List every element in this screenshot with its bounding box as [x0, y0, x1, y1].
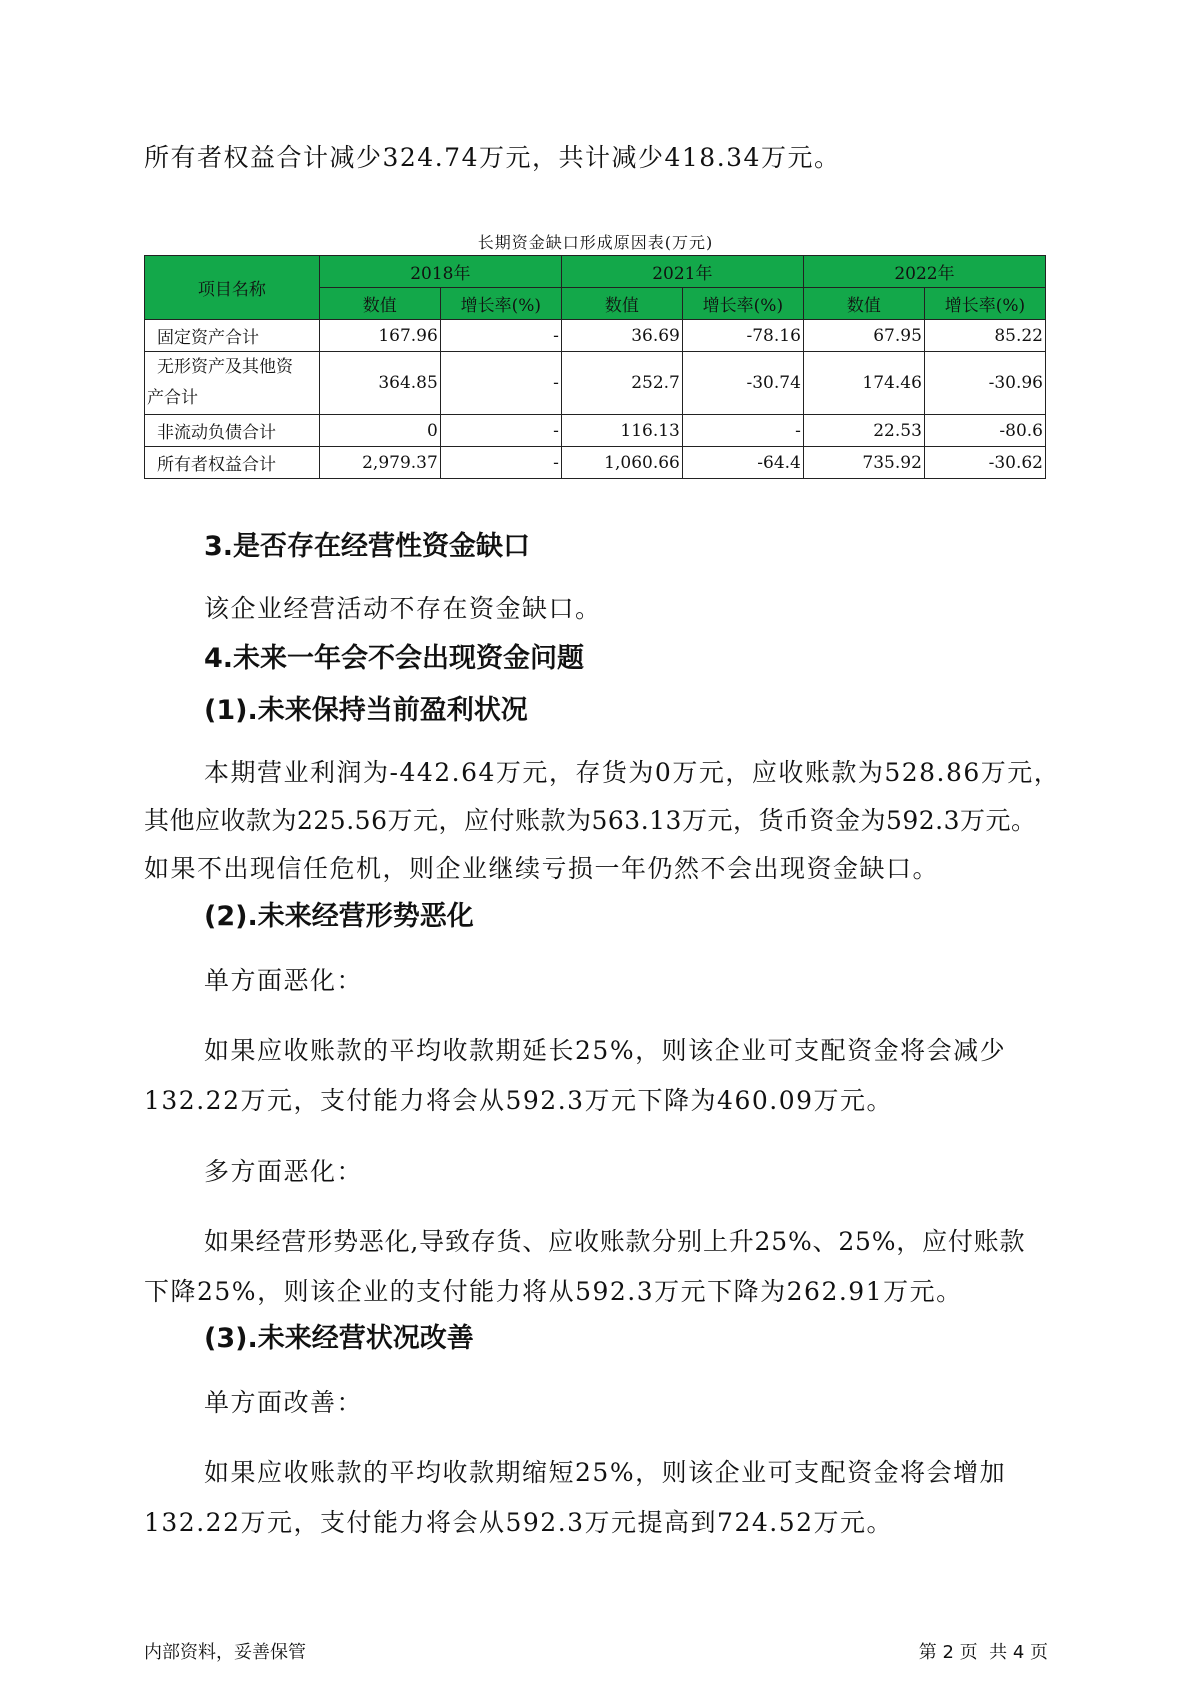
- cell-rate: -: [440, 352, 561, 415]
- cell-rate: -: [440, 320, 561, 352]
- cell-value: 0: [319, 415, 440, 447]
- sub1-heading: (1).未来保持当前盈利状况: [204, 695, 528, 726]
- table-row: [145, 352, 1046, 415]
- cell-rate: -: [440, 415, 561, 447]
- section3-text: 该企业经营活动不存在资金缺口。: [204, 594, 602, 623]
- cell-rate: -: [682, 415, 803, 447]
- item-name-header: 项目名称: [145, 256, 320, 320]
- cell-value: 67.95: [803, 320, 924, 352]
- intro-paragraph: 所有者权益合计减少324.74万元，共计减少418.34万元。: [144, 143, 841, 172]
- cell-rate: -64.4: [682, 447, 803, 479]
- sub3-single-line: 如果应收账款的平均收款期缩短25%，则该企业可支配资金将会增加: [204, 1458, 1007, 1487]
- year-header-2018: 2018年: [319, 256, 561, 288]
- row-label-line1: 无形资产及其他资: [157, 357, 293, 377]
- cell-rate: 85.22: [924, 320, 1045, 352]
- table-row: [145, 320, 1046, 352]
- footer-confidential-note: 内部资料，妥善保管: [144, 1642, 306, 1663]
- sub3-single-label: 单方面改善：: [204, 1388, 364, 1417]
- value-header: 数值: [319, 288, 440, 320]
- cell-rate: -80.6: [924, 415, 1045, 447]
- table-caption: 长期资金缺口形成原因表(万元): [477, 233, 714, 252]
- cell-value: 167.96: [319, 320, 440, 352]
- row-label: 固定资产合计: [145, 320, 320, 352]
- sub1-line: 其他应收款为225.56万元，应付账款为563.13万元，货币资金为592.3万元。: [144, 806, 1037, 835]
- cell-rate: -: [440, 447, 561, 479]
- year-header-2022: 2022年: [803, 256, 1045, 288]
- value-header: 数值: [803, 288, 924, 320]
- table-row: [145, 415, 1046, 447]
- rate-header: 增长率(%): [924, 288, 1045, 320]
- cell-value: 36.69: [561, 320, 682, 352]
- sub2-single-label: 单方面恶化：: [204, 966, 364, 995]
- rate-header: 增长率(%): [440, 288, 561, 320]
- sub1-line: 本期营业利润为-442.64万元，存货为0万元，应收账款为528.86万元，: [204, 758, 1061, 787]
- sub2-heading: (2).未来经营形势恶化: [204, 901, 474, 932]
- rate-header: 增长率(%): [682, 288, 803, 320]
- sub3-heading: (3).未来经营状况改善: [204, 1323, 474, 1354]
- sub1-line: 如果不出现信任危机，则企业继续亏损一年仍然不会出现资金缺口。: [144, 854, 940, 883]
- cell-rate: -78.16: [682, 320, 803, 352]
- cell-value: 116.13: [561, 415, 682, 447]
- year-header-2021: 2021年: [561, 256, 803, 288]
- cell-value: 174.46: [803, 352, 924, 415]
- row-label: 非流动负债合计: [145, 415, 320, 447]
- sub2-single-line: 132.22万元，支付能力将会从592.3万元下降为460.09万元。: [144, 1086, 894, 1115]
- sub2-multi-label: 多方面恶化：: [204, 1157, 364, 1186]
- cell-rate: -30.62: [924, 447, 1045, 479]
- cell-value: 22.53: [803, 415, 924, 447]
- value-header: 数值: [561, 288, 682, 320]
- funding-gap-table: [144, 255, 1046, 479]
- footer-page-number: 第 2 页 共 4 页: [918, 1642, 1048, 1663]
- section3-heading: 3.是否存在经营性资金缺口: [204, 531, 531, 562]
- cell-rate: -30.74: [682, 352, 803, 415]
- cell-rate: -30.96: [924, 352, 1045, 415]
- section4-heading: 4.未来一年会不会出现资金问题: [204, 643, 585, 674]
- row-label: 所有者权益合计: [145, 447, 320, 479]
- sub3-single-line: 132.22万元，支付能力将会从592.3万元提高到724.52万元。: [144, 1508, 894, 1537]
- row-label: [145, 352, 320, 415]
- cell-value: 2,979.37: [319, 447, 440, 479]
- row-label-line2: 产合计: [147, 388, 198, 408]
- cell-value: 252.7: [561, 352, 682, 415]
- cell-value: 735.92: [803, 447, 924, 479]
- sub2-multi-line: 下降25%，则该企业的支付能力将从592.3万元下降为262.91万元。: [144, 1277, 963, 1306]
- table-row: [145, 447, 1046, 479]
- cell-value: 364.85: [319, 352, 440, 415]
- table-header-row-years: [145, 256, 1046, 288]
- sub2-multi-line: 如果经营形势恶化,导致存货、应收账款分别上升25%、25%，应付账款: [204, 1227, 1026, 1256]
- sub2-single-line: 如果应收账款的平均收款期延长25%，则该企业可支配资金将会减少: [204, 1036, 1007, 1065]
- cell-value: 1,060.66: [561, 447, 682, 479]
